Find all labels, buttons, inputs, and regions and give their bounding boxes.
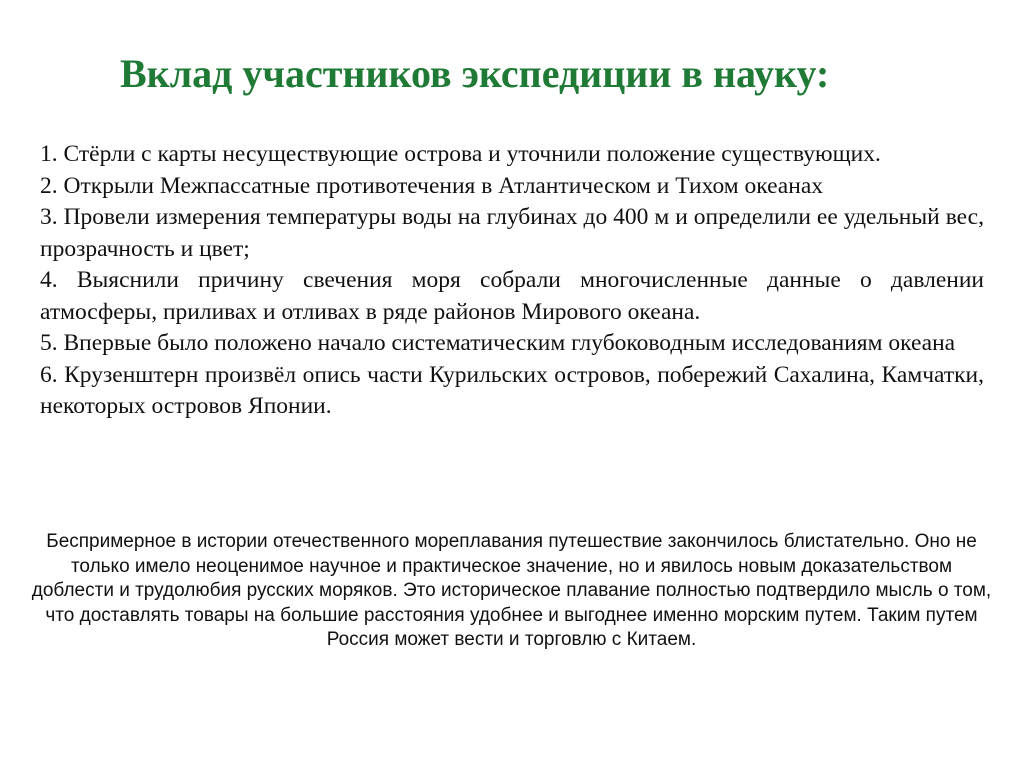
contribution-item-2: 2. Открыли Межпассатные противотечения в Атлантическом и Тихом океанах: [40, 172, 823, 199]
contribution-item-1: 1. Стёрли с карты несуществующие острова и уточнили положение существующих.: [40, 141, 881, 167]
contribution-item-6: 6. Крузенштерн произвёл опись части Курильских островов, побережий Сахалина, Камчатки, некоторых островов Японии.: [40, 361, 984, 419]
contribution-item-4: 4. Выяснили причину свечения моря собрали многочисленные данные о давлении атмосферы, приливах и отливах в ряде районов Мирового океана.: [40, 267, 984, 325]
contributions-list: [40, 139, 984, 423]
summary-paragraph: Беспримерное в истории отечественного мореплавания путешествие закончилось блистательно. Оно не только имело неоценимое научное и практическое значение, но и явилось новым доказательством доблести и трудолюбия русских моряков. Это историческое плавание полностью подтвердило мысль о том, что доставлять товары на большие расстояния удобнее и выгоднее именно морским путем. Таким путем Россия может вести и торговлю с Китаем.: [31, 531, 992, 650]
contribution-item-3: 3. Провели измерения температуры воды на глубинах до 400 м и определили ее удельный вес, прозрачность и цвет;: [40, 204, 984, 262]
contribution-item-5: 5. Впервые было положено начало систематическим глубоководным исследованиям океана: [40, 330, 956, 356]
slide-title: Вклад участников экспедиции в науку:: [120, 51, 830, 96]
